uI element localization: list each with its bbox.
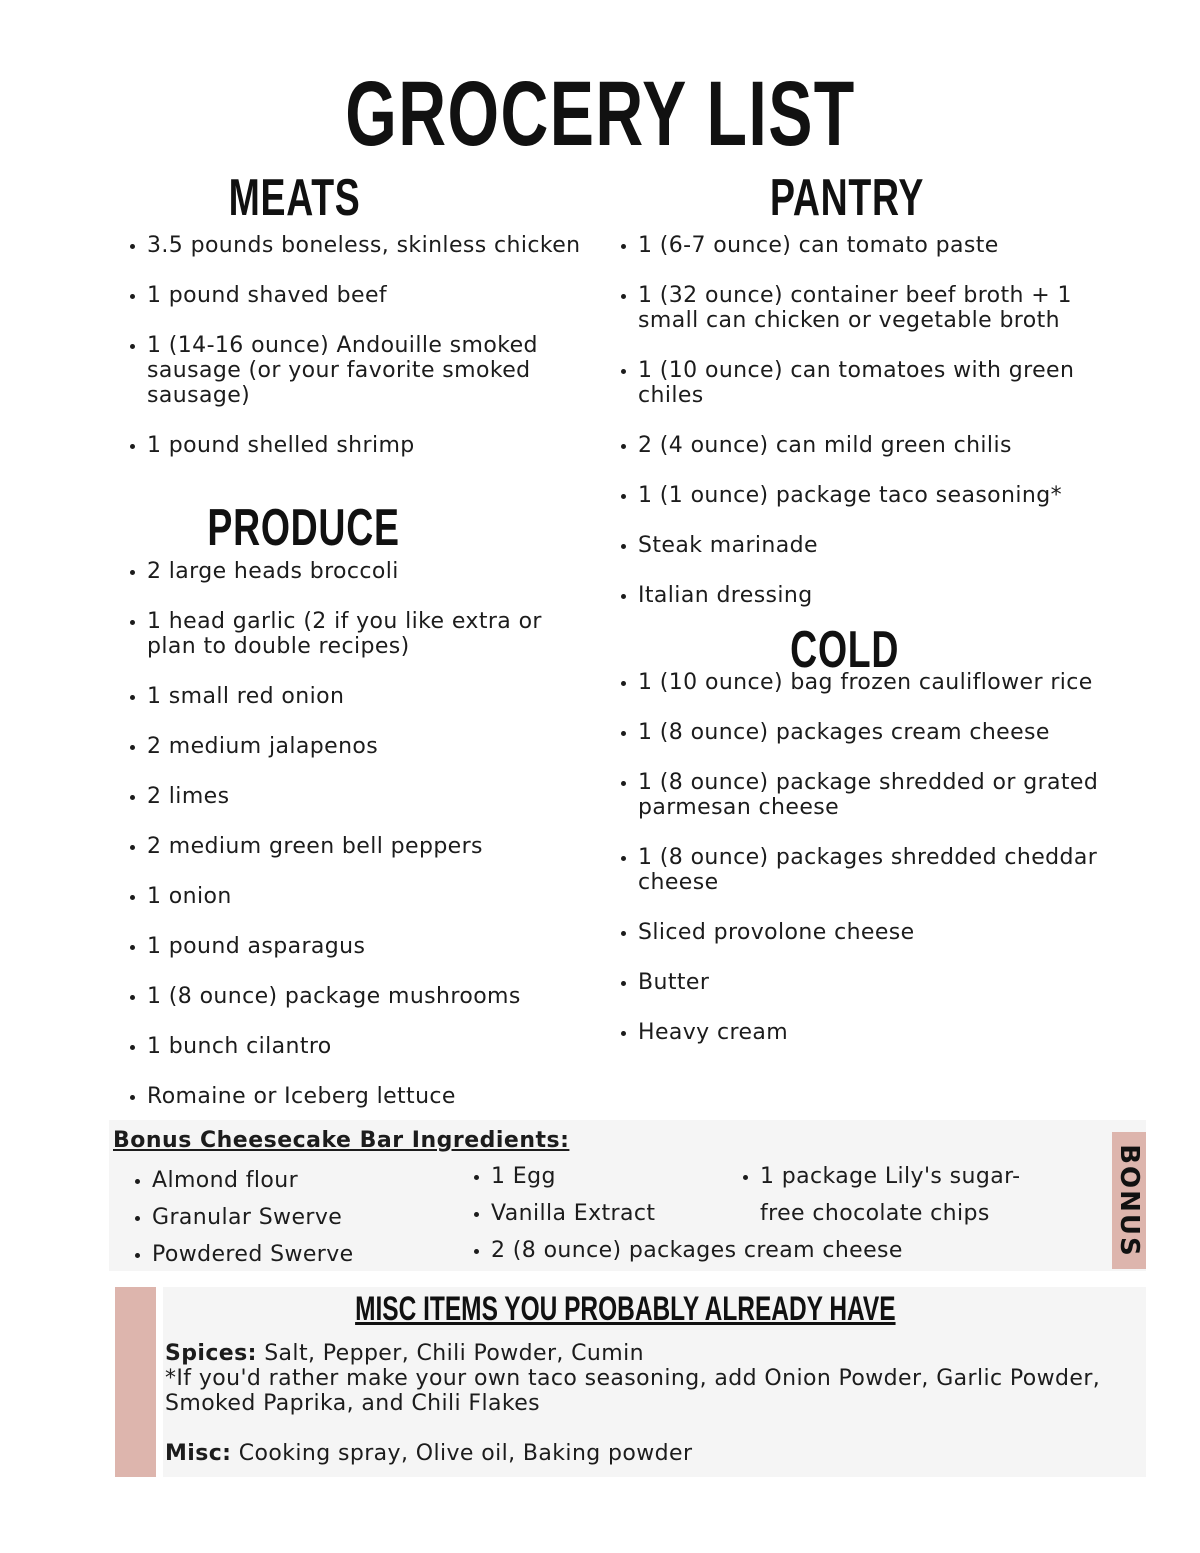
produce-item: • 1 bunch cilantro: [147, 1034, 597, 1059]
bonus-item: • Vanilla Extract: [491, 1195, 991, 1232]
produce-item: • 2 medium jalapenos: [147, 734, 597, 759]
pantry-item: • Steak marinade: [638, 533, 1133, 558]
produce-item: • Romaine or Iceberg lettuce: [147, 1084, 597, 1109]
bonus-list-col3: [737, 1158, 1060, 1232]
meats-item: • 3.5 pounds boneless, skinless chicken: [147, 233, 587, 258]
bonus-title: Bonus Cheesecake Bar Ingredients:: [113, 1128, 570, 1153]
cold-item: • Sliced provolone cheese: [638, 920, 1133, 945]
produce-item: • 2 medium green bell peppers: [147, 834, 597, 859]
pantry-heading: PANTRY: [769, 169, 925, 227]
produce-item: • 1 head garlic (2 if you like extra or plan to double recipes): [147, 609, 597, 659]
bonus-list-col1: [129, 1162, 472, 1273]
misc-panel: [163, 1287, 1146, 1477]
bonus-tab-label: BONUS: [1114, 1143, 1144, 1258]
misc-title: MISC ITEMS YOU PROBABLY ALREADY HAVE: [355, 1290, 896, 1328]
misc-body: [165, 1341, 1125, 1466]
meats-item: • 1 pound shelled shrimp: [147, 433, 587, 458]
bonus-item: • Powdered Swerve: [152, 1236, 472, 1273]
meats-item: • 1 (14-16 ounce) Andouille smoked sausage (or your favorite smoked sausage): [147, 333, 587, 408]
bonus-item: • Granular Swerve: [152, 1199, 472, 1236]
meats-heading: MEATS: [229, 169, 361, 227]
bonus-item: • Almond flour: [152, 1162, 472, 1199]
misc-text: Cooking spray, Olive oil, Baking powder: [231, 1441, 693, 1466]
cold-item: • 1 (10 ounce) bag frozen cauliflower rice: [638, 670, 1133, 695]
pantry-item: • 2 (4 ounce) can mild green chilis: [638, 433, 1133, 458]
cold-item: • 1 (8 ounce) packages shredded cheddar cheese: [638, 845, 1133, 895]
misc-accent-bar: [115, 1287, 156, 1477]
produce-heading: PRODUCE: [207, 499, 400, 557]
bonus-panel: [109, 1120, 1146, 1271]
bonus-item: • 2 (8 ounce) packages cream cheese: [491, 1232, 991, 1269]
misc-line: [165, 1441, 1125, 1466]
cold-list: [605, 670, 1133, 1070]
produce-list: [114, 559, 597, 1134]
bonus-item: • 1 Egg: [491, 1158, 991, 1195]
cold-item: • Butter: [638, 970, 1133, 995]
cold-heading: COLD: [790, 621, 900, 679]
meats-item: • 1 pound shaved beef: [147, 283, 587, 308]
pantry-item: • 1 (10 ounce) can tomatoes with green chiles: [638, 358, 1133, 408]
pantry-item: • 1 (6-7 ounce) can tomato paste: [638, 233, 1133, 258]
spices-note: *If you'd rather make your own taco seasoning, add Onion Powder, Garlic Powder, Smoked Paprika, and Chili Flakes: [165, 1366, 1101, 1416]
bonus-item: • 1 package Lily's sugar-free chocolate chips: [760, 1158, 1060, 1232]
pantry-item: • Italian dressing: [638, 583, 1133, 608]
pantry-list: [605, 233, 1133, 633]
produce-item: • 1 (8 ounce) package mushrooms: [147, 984, 597, 1009]
produce-item: • 2 large heads broccoli: [147, 559, 597, 584]
page-title: [0, 62, 1200, 167]
misc-label: Misc:: [165, 1441, 232, 1466]
produce-item: • 1 pound asparagus: [147, 934, 597, 959]
cold-item: • Heavy cream: [638, 1020, 1133, 1045]
spices-text: Salt, Pepper, Chili Powder, Cumin: [256, 1341, 644, 1366]
produce-item: • 2 limes: [147, 784, 597, 809]
meats-list: [114, 233, 587, 483]
spacer: [165, 1416, 1125, 1441]
page-title-text: GROCERY LIST: [344, 63, 856, 165]
pantry-item: • 1 (32 ounce) container beef broth + 1 small can chicken or vegetable broth: [638, 283, 1133, 333]
spices-label: Spices:: [165, 1341, 257, 1366]
spices-line: [165, 1341, 1125, 1366]
produce-item: • 1 onion: [147, 884, 597, 909]
produce-item: • 1 small red onion: [147, 684, 597, 709]
cold-item: • 1 (8 ounce) packages cream cheese: [638, 720, 1133, 745]
pantry-item: • 1 (1 ounce) package taco seasoning*: [638, 483, 1133, 508]
bonus-tab: [1112, 1132, 1146, 1269]
cold-item: • 1 (8 ounce) package shredded or grated parmesan cheese: [638, 770, 1133, 820]
